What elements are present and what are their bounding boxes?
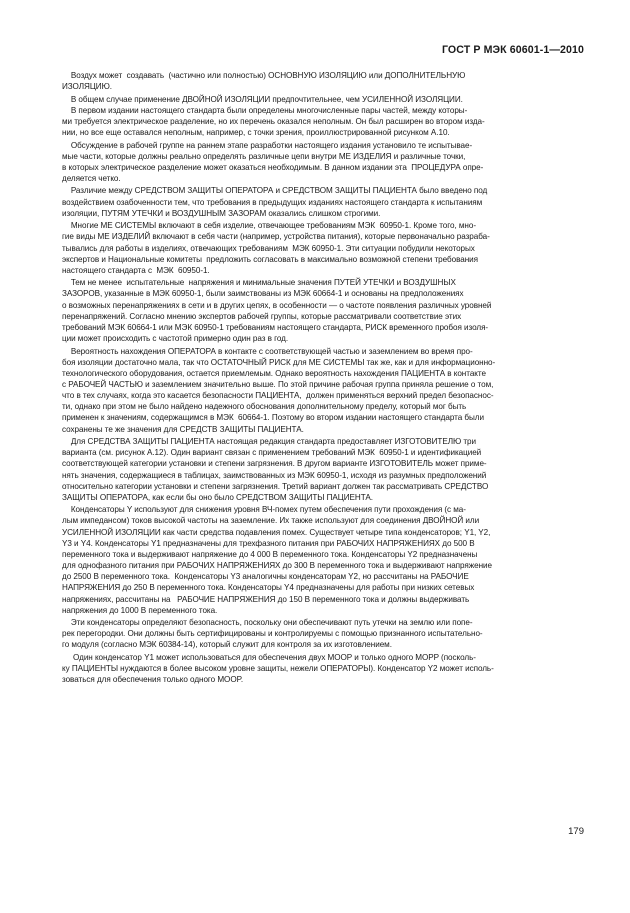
paragraph: Многие МЕ СИСТЕМЫ включают в себя изделие, отвечающее требованиям МЭК 60950-1. Кроме того, мно- гие виды МЕ ИЗДЕЛИЙ включают в себя части (например, устройства питания), которые первоначально разраба- тывались для работы в изделиях, отвечающих требованиям МЭК 60950-1. Эти ситуации побудили некоторых экспертов и Национальные комитеты предложить согласовать в максимально возможной степени требования настоящего стандарта с МЭК 60950-1. bbox=[62, 221, 490, 275]
standard-header: ГОСТ Р МЭК 60601-1—2010 bbox=[441, 44, 584, 56]
page-number: 179 bbox=[568, 826, 584, 837]
paragraph: Вероятность нахождения ОПЕРАТОРА в контакте с соответствующей частью и заземлением во время про- боя изоляции достаточно мала, так что ОСТАТОЧНЫЙ РИСК для МЕ СИСТЕМЫ так же, как и для информационно- технологического оборудования, остается приемлемым. Однако вероятность нахождения ПАЦИЕНТА в контакте с РАБОЧЕЙ ЧАСТЬЮ и заземлением значительно выше. По этой причине рабочая группа приняла решение о том, что в тех случаях, когда это касается безопасности ПАЦИЕНТА, должен применяться верхний предел безопаснос- ти, однако при этом не было найдено надежного обоснования дополнительному пределу, который мог быть применен к значениям, содержащимся в МЭК 60664-1. Поэтому во втором издании настоящего стандарта были сохранены те же значения для СРЕДСТВ ЗАЩИТЫ ПАЦИЕНТА. bbox=[62, 346, 496, 434]
paragraph: В общем случае применение ДВОЙНОЙ ИЗОЛЯЦИИ предпочтительнее, чем УСИЛЕННОЙ ИЗОЛЯЦИИ. В первом издании настоящего стандарта были определены многочисленные пары частей, между которы- ми требуется электрическое разделение, но их перечень оказался неполным. Он был расширен во втором изда- нии, но все еще оставался неполным, например, с точки зрения, проиллюстрированной рисунком А.10. bbox=[62, 94, 485, 138]
paragraph: Обсуждение в рабочей группе на раннем этапе разработки настоящего издания установило те испытывае- мые части, которые должны реально определять различные цепи внутри МЕ ИЗДЕЛИЯ и различные точки, в которых электрическое разделение может оказаться необходимым. В данном издании эта ПРОЦЕДУРА опре- деляется четко. bbox=[62, 140, 484, 183]
paragraph: Тем не менее испытательные напряжения и минимальные значения ПУТЕЙ УТЕЧКИ и ВОЗДУШНЫХ ЗАЗОРОВ, указанные в МЭК 60950-1, были заимствованы из МЭК 60664-1 и основаны на предположениях о возможных перенапряжениях в сети и в других цепях, в особенности — о частоте появления различных уровней перенапряжений. Согласно мнению экспертов рабочей группы, которые рассматривали соответствие этих требований МЭК 60664-1 или МЭК 60950-1 требованиям настоящего стандарта, РИСК временного пробоя изоля- ции может происходить с частотой примерно один раз в год. bbox=[62, 278, 492, 344]
body-text bbox=[62, 70, 582, 685]
paragraph: Один конденсатор Y1 может использоваться для обеспечения двух MOOP и только одного MOPP (посколь- ку ПАЦИЕНТЫ нуждаются в более высоком уровне защиты, нежели ОПЕРАТОРЫ). Конденсатор Y2 может исполь- зоваться для обеспечения только одного MOOP. bbox=[62, 652, 494, 685]
paragraph: Для СРЕДСТВА ЗАЩИТЫ ПАЦИЕНТА настоящая редакция стандарта предоставляет ИЗГОТОВИТЕЛЮ три варианта (см. рисунок А.12). Один вариант связан с применением требований МЭК 60950-1 и идентификацией соответствующей категории установки и степени загрязнения. В другом варианте ИЗГОТОВИТЕЛЬ может приме- нять значения, содержащиеся в таблицах, заимствованных из МЭК 60950-1, исходя из разумных предположений относительно категории установки и степени загрязнения. Третий вариант должен так рассматривать СРЕДСТВО ЗАЩИТЫ ОПЕРАТОРА, как если бы оно было СРЕДСТВОМ ЗАЩИТЫ ПАЦИЕНТА. bbox=[62, 437, 489, 502]
paragraph: Конденсаторы Y используют для снижения уровня ВЧ-помех путем обеспечения пути прохождения (с ма- лым импедансом) токов высокой частоты на заземление. Их также используют для соединения ДВОЙНОЙ или УСИЛЕННОЙ ИЗОЛЯЦИИ как части средства подавления помех. Существует четыре типа конденсаторов; Y1, Y2, Y3 и Y4. Конденсаторы Y1 предназначены для трехфазного питания при РАБОЧИХ НАПРЯЖЕНИЯХ до 500 В переменного тока и выдерживают напряжение до 4 000 В переменного тока. Конденсаторы Y2 предназначены для однофазного питания при РАБОЧИХ НАПРЯЖЕНИЯХ до 300 В переменного тока и выдерживают напряжение до 2500 В переменного тока. Конденсаторы Y3 аналогичны конденсаторам Y2, но рассчитаны на РАБОЧИЕ НАПРЯЖЕНИЯ до 250 В переменного тока. Конденсаторы Y4 предназначены для работы при низких сетевых напряжениях, рассчитаны на РАБОЧИЕ НАПРЯЖЕНИЯ до 150 В переменного тока и должны выдерживать напряжения до 1000 В переменного тока. bbox=[62, 505, 492, 615]
paragraph: Различие между СРЕДСТВОМ ЗАЩИТЫ ОПЕРАТОРА и СРЕДСТВОМ ЗАЩИТЫ ПАЦИЕНТА было введено под воздействием озабоченности тем, что требования в предыдущих изданиях настоящего стандарта к испытаниям изоляции, ПУТЯМ УТЕЧКИ и ВОЗДУШНЫМ ЗАЗОРАМ оказались слишком строгими. bbox=[62, 186, 488, 218]
paragraph: Эти конденсаторы определяют безопасность, поскольку они обеспечивают путь утечки на землю или попе- рек перегородки. Они должны быть сертифицированы и контролируемы с помощью признанного испытательно- го модуля (согласно МЭК 60384-14), который служит для контроля за их изготовлением. bbox=[62, 618, 483, 650]
paragraph: Воздух может создавать (частично или полностью) ОСНОВНУЮ ИЗОЛЯЦИЮ или ДОПОЛНИТЕЛЬНУЮ ИЗОЛЯЦИЮ. bbox=[62, 71, 466, 92]
